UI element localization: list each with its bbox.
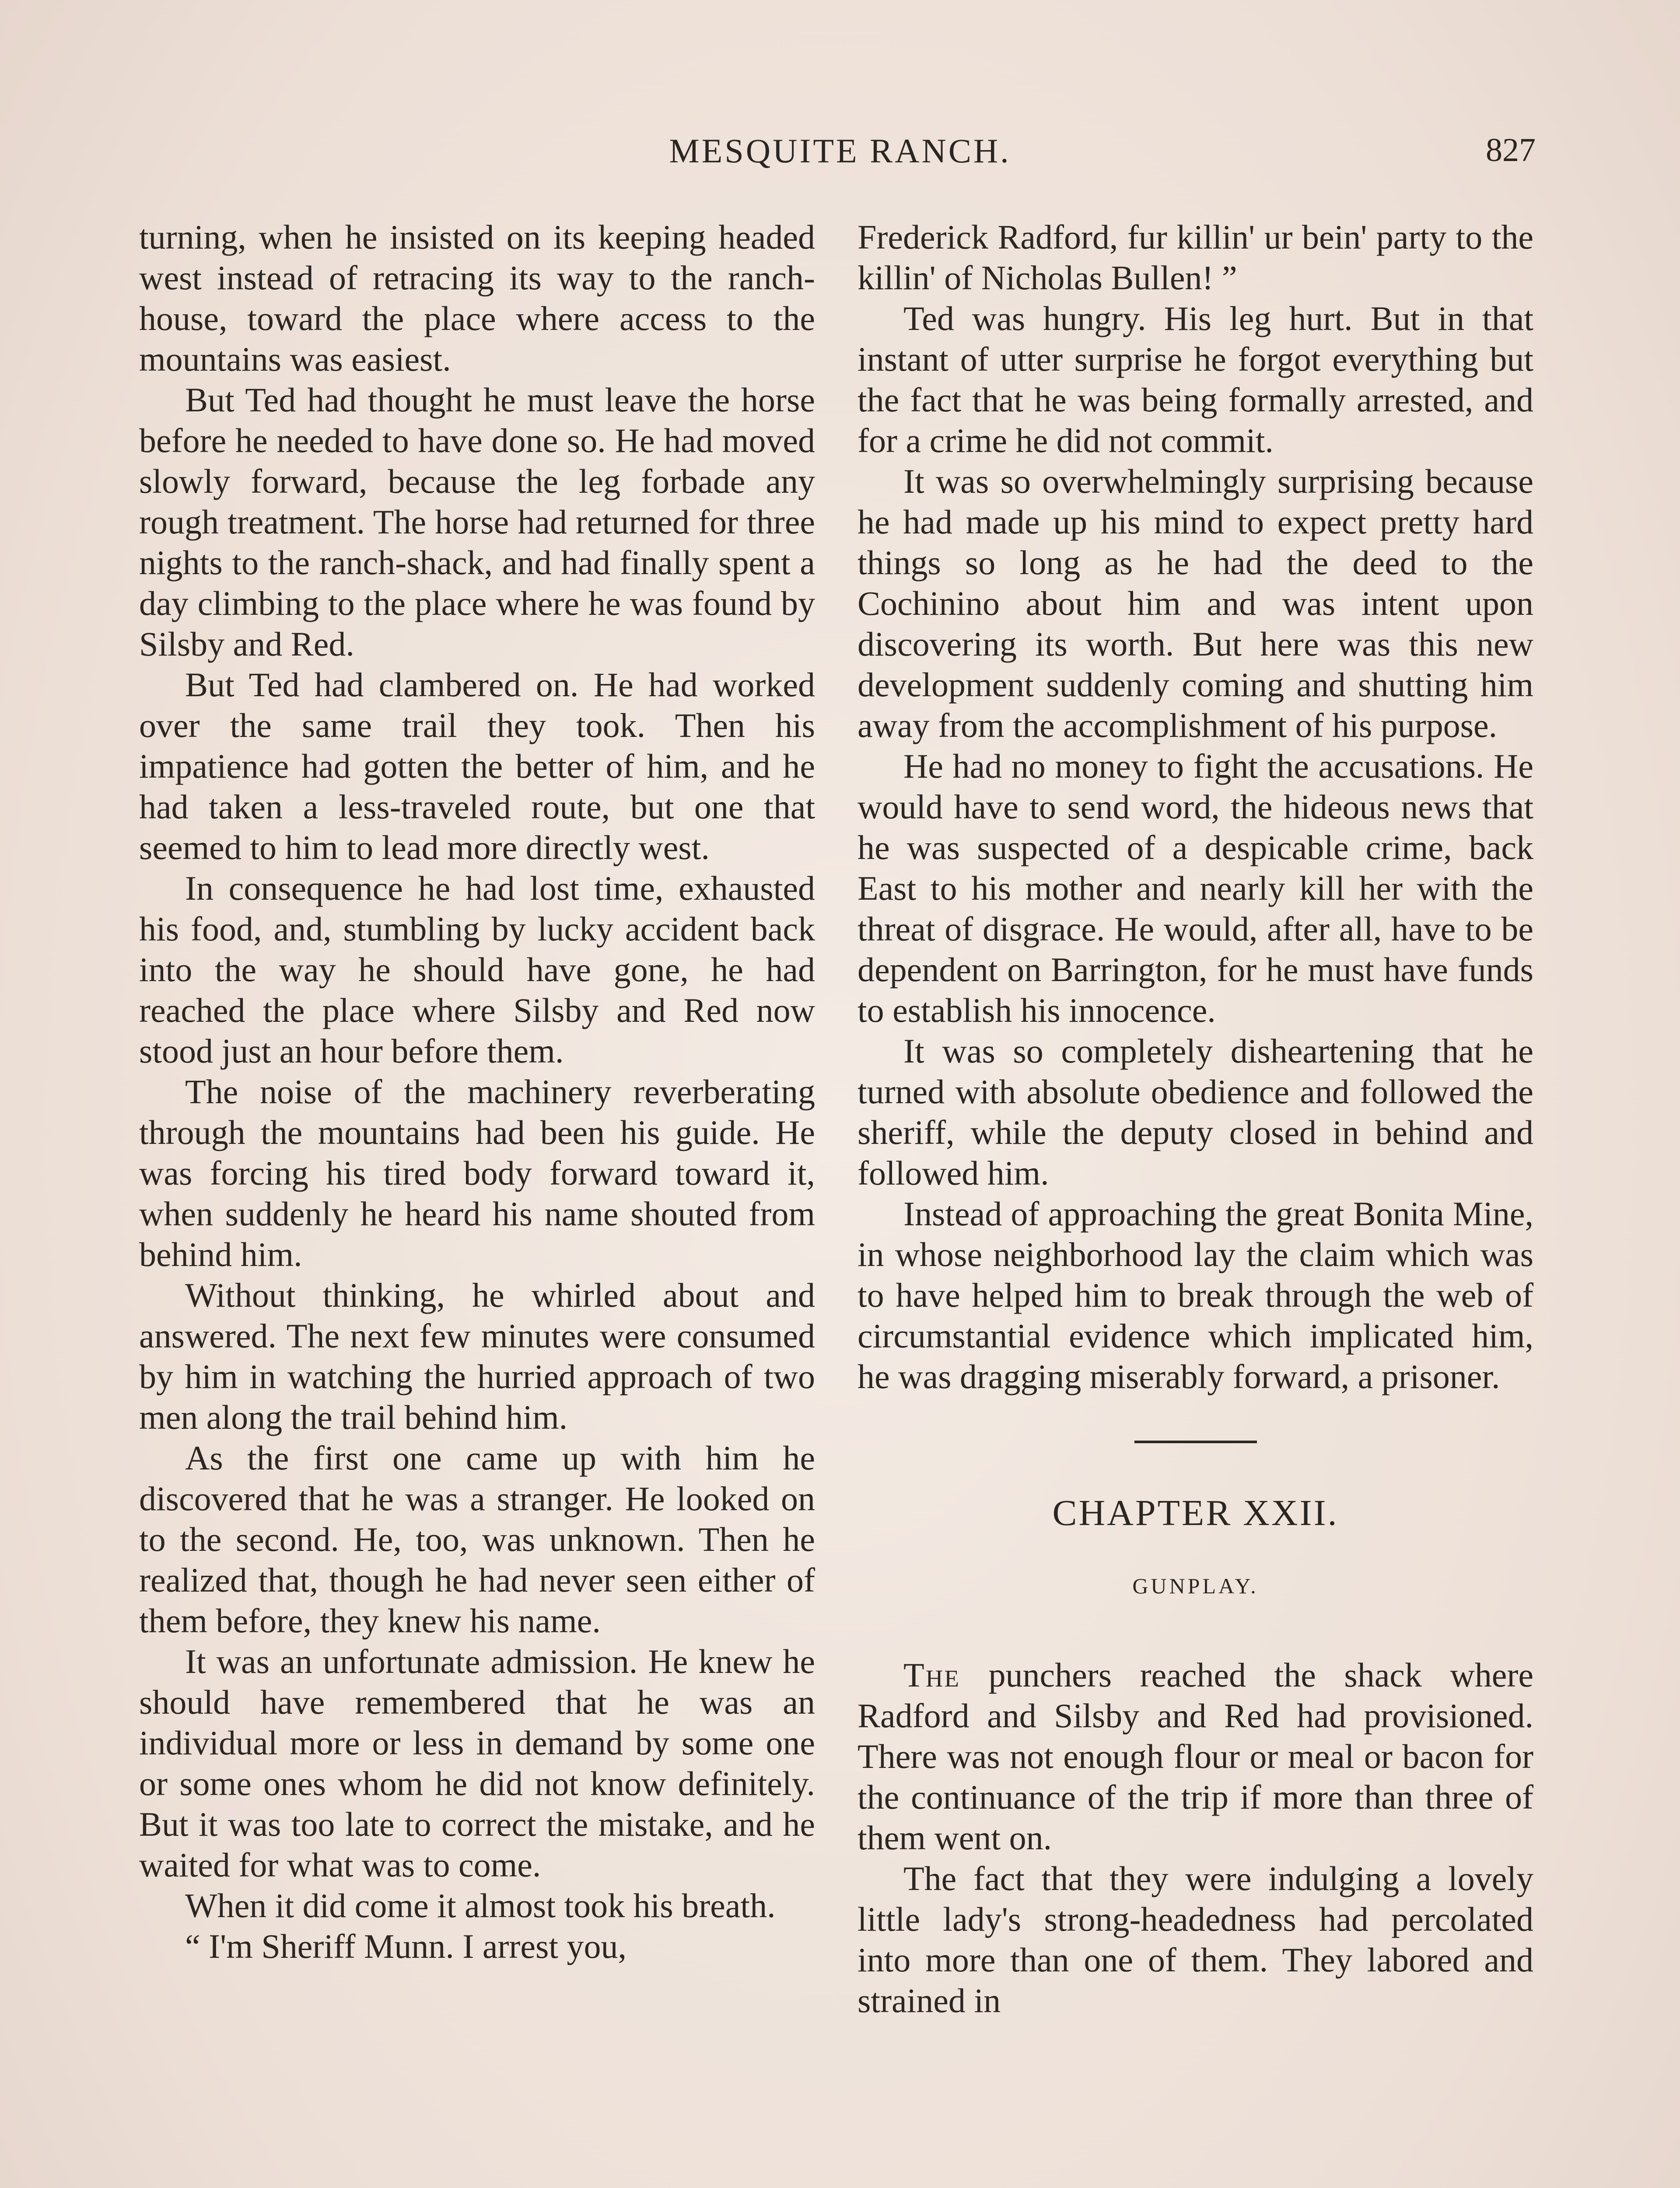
paragraph: Ted was hungry. His leg hurt. But in that instant of utter surprise he forgot everything but the fact that he was being formally arrested, and for a crime he did not commit. xyxy=(858,299,1533,459)
opening-text: punchers reached the shack where Radford and Silsby and Red had provisioned. There was not enough flour or meal or bacon for the continuance of the trip if more than three of them went on. xyxy=(858,1656,1533,1857)
paragraph: But Ted had clambered on. He had worked over the same trail they took. Then his impatience had gotten the better of him, and he had taken a less-traveled route, but one that seemed to him to lead more directly west. xyxy=(139,666,815,866)
paragraph: When it did come it almost took his breath. xyxy=(185,1886,776,1925)
page-number: 827 xyxy=(1486,132,1536,168)
left-column xyxy=(139,217,815,1967)
chapter-subtitle: GUNPLAY. xyxy=(1132,1574,1259,1598)
paragraph: It was an unfortunate admission. He knew he should have remembered that he was an individual more or less in demand by some one or some ones whom he did not know definitely. But it was too late to correct the mistake, and he waited for what was to come. xyxy=(139,1642,815,1884)
paragraph: The noise of the machinery reverberating through the mountains had been his guide. He was forcing his tired body forward toward it, when suddenly he heard his name shouted from behind him. xyxy=(139,1073,815,1273)
paragraph: As the first one came up with him he discovered that he was a stranger. He looked on to the second. He, too, was unknown. Then he realized that, though he had never seen either of them before, they knew his name. xyxy=(139,1439,815,1640)
paragraph: He had no money to fight the accusations. He would have to send word, the hideous news that he was suspected of a despicable crime, back East to his mother and nearly kill her with the threat of disgrace. He would, after all, have to be dependent on Barrington, for he must have funds to establish his innocence. xyxy=(858,747,1533,1029)
paragraph: “ I'm Sheriff Munn. I arrest you, xyxy=(185,1927,627,1965)
opening-word: The xyxy=(903,1656,960,1694)
running-title: MESQUITE RANCH. xyxy=(669,132,1011,170)
section-divider xyxy=(1134,1441,1257,1443)
chapter-title: CHAPTER XXII. xyxy=(1052,1493,1339,1533)
paragraph: It was so completely disheartening that he turned with absolute obedience and followed the sheriff, while the deputy closed in behind and followed him. xyxy=(858,1032,1533,1192)
page-header xyxy=(0,131,1680,184)
paragraph: turning, when he insisted on its keeping headed west instead of retracing its way to the ranch-house, toward the place where access to the mountains was easiest. xyxy=(139,218,815,378)
paragraph: The fact that they were indulging a lovely little lady's strong-headedness had percolated into more than one of them. They labored and strained in xyxy=(858,1859,1533,2020)
paragraph: Without thinking, he whirled about and answered. The next few minutes were consumed by him in watching the hurried approach of two men along the trail behind him. xyxy=(139,1276,815,1436)
paragraph: In consequence he had lost time, exhausted his food, and, stumbling by lucky accident back into the way he should have gone, he had reached the place where Silsby and Red now stood just an hour before them. xyxy=(139,869,815,1070)
paragraph: Frederick Radford, fur killin' ur bein' party to the killin' of Nicholas Bullen! ” xyxy=(858,218,1533,297)
paragraph: Instead of approaching the great Bonita Mine, in whose neighborhood lay the claim which was to have helped him to break through the web of circumstantial evidence which implicated him, he was dragging miserably forward, a prisoner. xyxy=(858,1195,1533,1396)
right-column xyxy=(858,217,1533,2021)
chapter-opening-paragraph xyxy=(858,1655,1533,1858)
paragraph: It was so overwhelmingly surprising because he had made up his mind to expect pretty hard things so long as he had the deed to the Cochinino about him and was intent upon discovering its worth. But here was this new development suddenly coming and shutting him away from the accomplishment of his purpose. xyxy=(858,462,1533,744)
paragraph: But Ted had thought he must leave the horse before he needed to have done so. He had moved slowly forward, because the leg forbade any rough treatment. The horse had returned for three nights to the ranch-shack, and had finally spent a day climbing to the place where he was found by Silsby and Red. xyxy=(139,381,815,663)
